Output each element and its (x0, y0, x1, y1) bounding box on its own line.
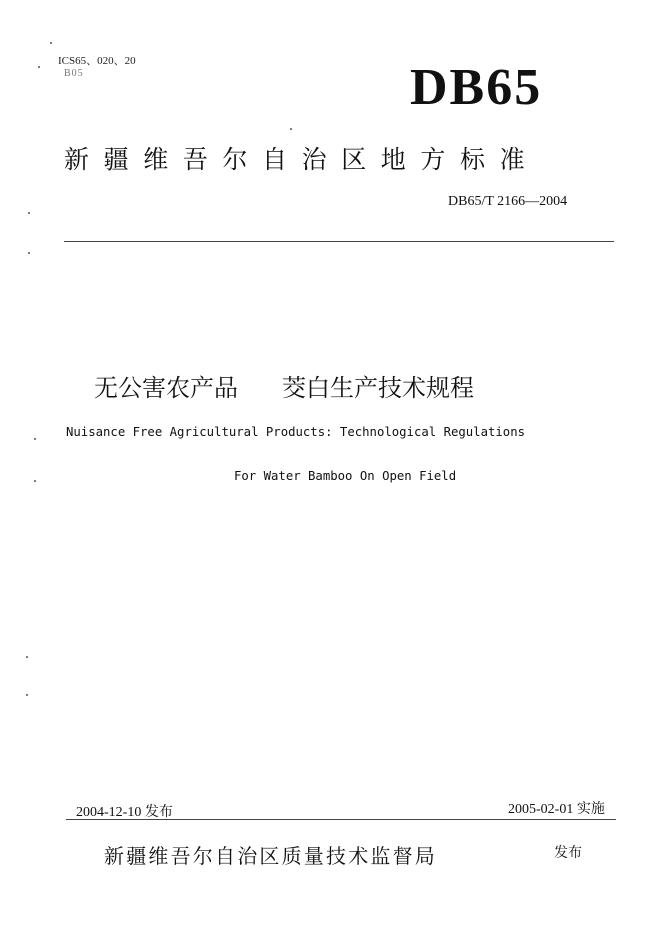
ics-code: ICS65、020、20 (58, 55, 136, 67)
footer-divider (66, 819, 616, 820)
scan-speck (28, 212, 30, 214)
implementation-date: 2005-02-01 实施 (508, 802, 605, 817)
scan-speck (50, 42, 52, 44)
scan-speck (34, 480, 36, 482)
title-cn-part1: 无公害农产品 (94, 374, 238, 402)
issuing-authority: 新疆维吾尔自治区质量技术监督局 (104, 844, 437, 868)
document-title-cn (94, 368, 474, 403)
issue-date: 2004-12-10 发布 (76, 805, 173, 820)
scan-speck (290, 128, 292, 130)
standard-logo: DB65 (410, 59, 543, 116)
standard-category: 新疆维吾尔自治区地方标准 (64, 145, 540, 174)
issue-suffix: 发布 (554, 845, 582, 861)
scan-speck (38, 66, 40, 68)
document-title-en-line2: For Water Bamboo On Open Field (234, 469, 457, 483)
title-cn-part2: 茭白生产技术规程 (282, 374, 474, 402)
scan-speck (26, 656, 28, 658)
scan-speck (28, 252, 30, 254)
scan-speck (34, 438, 36, 440)
ics-code-faint: B05 (64, 68, 84, 79)
scan-speck (26, 694, 28, 696)
standard-number: DB65/T 2166—2004 (448, 194, 568, 209)
header-divider (64, 241, 614, 242)
document-title-en-line1: Nuisance Free Agricultural Products: Technological Regulations (66, 425, 526, 439)
